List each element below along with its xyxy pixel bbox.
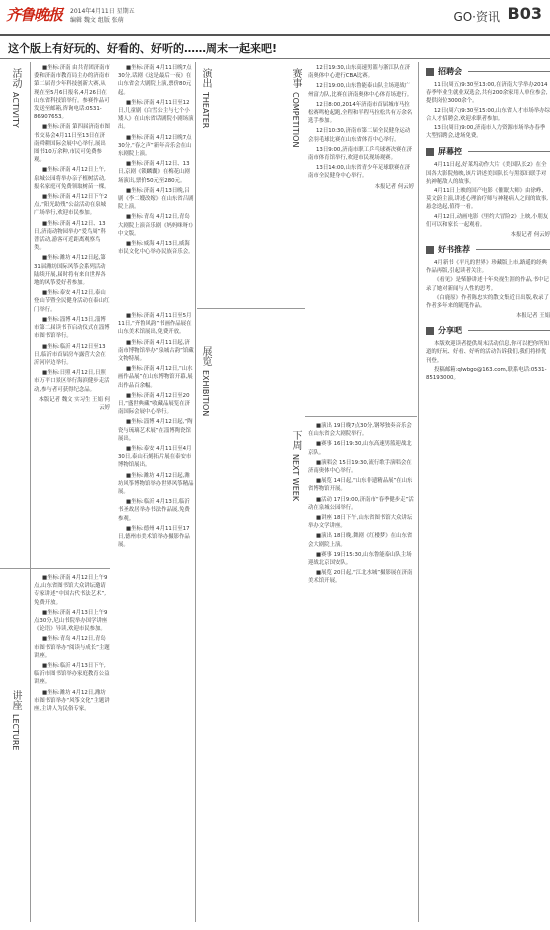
film-signature: 本报记者 何云婷 <box>510 232 550 239</box>
right-panel <box>426 60 550 930</box>
lecture-column <box>34 574 110 924</box>
article-item <box>308 440 414 456</box>
article-item <box>34 343 110 368</box>
article-item <box>118 365 194 390</box>
article-text: ■活动 17日9:00,济南市“春季健步走”活动在泉城公园举行。 <box>308 496 414 511</box>
heading-rule <box>468 330 550 331</box>
section-title: GO·资讯 <box>453 10 500 24</box>
article-item <box>118 525 194 550</box>
section-divider <box>0 568 110 569</box>
article-item <box>308 514 414 530</box>
nextweek-column <box>308 422 414 924</box>
article-item <box>34 316 110 341</box>
article-text: ■坐标:济南 由共青团济南市委和济南市教育局主办的济南市第二届青少年科技创新大赛,从现在至5月6日报名,4月26日在山东省科技馆举行。参赛作品可发送至邮箱,咨询电话:0531-86907653。 <box>34 65 110 121</box>
article-item <box>118 160 194 185</box>
article-text: ■赛事 16日19:30,山东高速男篮迎战北京队。 <box>308 441 412 456</box>
book-signature: 本报记者 王娟 <box>515 313 550 320</box>
article-item <box>34 123 110 164</box>
article-item <box>34 193 110 218</box>
banner-rule <box>0 58 550 59</box>
share-text <box>426 340 550 382</box>
article-item <box>34 254 110 287</box>
article-item <box>308 496 414 512</box>
label-lecture-cn: 讲座 <box>10 690 21 710</box>
article-item <box>118 498 194 523</box>
article-item <box>118 64 194 97</box>
article-text: ■坐标:济南 4月12日、13日,济南动物园举办“爱鸟周”科普活动,游客可近距离观察鸟类。 <box>34 220 106 252</box>
article-text: ■坐标:济南 第四届济南市图书交易会4月11日至13日在济南舜耕国际会展中心举行,展出图书10万余种,市民可免费参观。 <box>34 124 110 164</box>
label-competition-en: COMPETITION <box>291 92 300 148</box>
article-item <box>308 101 414 126</box>
label-activity-en: ACTIVITY <box>11 92 20 128</box>
article-text: ■坐标:济南 4月11日至12日,儿童剧《白雪公主与七个小矮人》在山东省话剧院小剧场演出。 <box>118 99 194 131</box>
article-text: ■坐标:济南 4月11日晚7点30分,话剧《这是最后一夜》在山东省会大剧院上演,票价80元起。 <box>118 65 192 96</box>
panel-paragraph: 本版欢迎读者提供周末活动信息,你可以把你所知道的好玩、好看、好听的活动告诉我们,我们将择优刊登。 <box>426 341 549 364</box>
panel-paragraph: 12日(周六)9:30至15:00,山东省人才市场举办综合人才招聘会,欢迎求职者参加。 <box>426 107 550 122</box>
article-text: 13日9:00,济南市职工乒乓球赛决赛在济南市体育馆举行,欢迎市民现场观赛。 <box>308 146 413 162</box>
article-text: 13日14:00,山东省青少年足球联赛在济南市全民健身中心举行。 <box>308 165 411 180</box>
article-text: ■赛事 19日15:30,山东鲁能泰山队主场迎战北京国安队。 <box>308 551 412 567</box>
page-banner: 这个版上有好玩的、好看的、好听的……周末一起来吧! <box>8 42 278 55</box>
article-text: ■坐标:临沂 4月12日至13日,临沂市首届房车露营大会在沂河岸边举行。 <box>34 343 106 366</box>
article-text: ■坐标:淄博 4月13日,淄博市第二届读书节启动仪式在淄博市图书馆举行。 <box>34 316 110 340</box>
article-text: ■坐标:青岛 4月12日,青岛市图书馆举办“阅读与成长”主题讲座。 <box>34 636 110 659</box>
label-nextweek-cn: 下周 <box>290 430 301 450</box>
article-item <box>118 472 194 497</box>
panel-paragraph: 13日(周日)9:00,济南市人力资源市场举办春季大型招聘会,进场免费。 <box>426 125 546 140</box>
article-text: ■坐标:济南 4月12日上午9点,山东省图书馆大众讲坛邀请专家讲述“中国古代书法艺术”,免费开放。 <box>34 575 108 606</box>
article-item <box>308 459 414 475</box>
article-text: ■展览 20日起,“江北水城”摄影展在济南美术馆开展。 <box>308 570 413 585</box>
recruit-text <box>426 81 550 140</box>
label-nextweek <box>286 430 304 501</box>
label-exhibition <box>196 346 214 416</box>
article-text: ■坐标:泰安 4月11日至4月30日,泰山石刻拓片展在泰安市博物馆展出。 <box>118 446 192 469</box>
article-item <box>34 662 110 687</box>
article-text: ■坐标:济南 4月12日晚7点30分,“春之声”新年音乐会在山东剧院上演。 <box>118 134 192 158</box>
article-text: ■演出 18日晚,舞剧《红楼梦》在山东省会大剧院上演。 <box>308 533 413 548</box>
book-heading <box>426 244 550 255</box>
article-item <box>308 422 414 438</box>
article-item <box>118 134 194 159</box>
page-number: B03 <box>507 4 542 23</box>
label-nextweek-en: NEXT WEEK <box>291 454 300 502</box>
masthead-editors: 编辑 魏文 组版 张萌 <box>70 17 124 24</box>
recruit-heading <box>426 66 550 77</box>
article-item <box>308 477 414 493</box>
article-item <box>308 146 414 162</box>
label-exhibition-en: EXHIBITION <box>201 370 210 417</box>
article-text: ■坐标:潍坊 4月12日,潍坊市图书馆举办“风筝文化”主题讲座,主讲人为民俗专家。 <box>34 689 110 713</box>
heading-marker <box>426 327 434 335</box>
article-text: ■坐标:日照 4月12日,日照市万平口景区举行海滨健步走活动,参与者可获得纪念品。 <box>34 370 110 393</box>
column-divider <box>195 62 196 922</box>
article-item <box>308 64 414 80</box>
column-divider <box>418 62 419 922</box>
article-item <box>118 339 194 364</box>
article-text: ■坐标:济南 4月13日晚,吕剧《李二嫂改嫁》在山东省吕剧院上演。 <box>118 187 194 211</box>
heading-rule <box>468 151 550 152</box>
article-item <box>118 445 194 470</box>
label-theater-en: THEATER <box>201 92 210 129</box>
panel-paragraph: 《看见》是柴静讲述十年央视生涯的作品,书中记录了她对新闻与人性的思考。 <box>426 277 549 292</box>
share-heading <box>426 325 550 336</box>
heading-marker <box>426 68 434 76</box>
article-text: ■坐标:济南 4月11日起,济南市博物馆举办“泉城古韵”馆藏文物特展。 <box>118 339 194 363</box>
label-theater-cn: 演出 <box>200 68 211 88</box>
masthead <box>0 0 550 34</box>
article-text: 12日10:30,济南市第二届全民健身运动会羽毛球比赛在山东省体育中心举行。 <box>308 128 411 143</box>
masthead-date: 2014年4月11日 星期五 <box>70 8 135 15</box>
article-text: ■坐标:济南 4月12日,“山水画作品展”在山东博物馆开幕,展出作品百余幅。 <box>118 366 193 389</box>
newspaper-logo: 齐鲁晚报 <box>6 6 63 24</box>
article-item <box>118 187 194 212</box>
header-rule <box>0 34 550 36</box>
article-text: ■坐标:济南 4月12日上午,泉城公园将举办亲子植树活动,报名家庭可免费领取树苗一棵。 <box>34 167 110 190</box>
article-text: ■坐标:潍坊 4月12日起,潍坊风筝博物馆举办世界风筝精品展。 <box>118 472 194 496</box>
article-item <box>34 220 110 253</box>
article-text: 12日19:30,山东高速男篮与浙江队在济南奥体中心进行CBA比赛。 <box>308 65 411 80</box>
panel-paragraph: 11日(周五)9:30至13:00,在济南大学举办2014春季毕业生就业双选会,共有200余家用人单位参会,提供岗位3000余个。 <box>426 82 548 105</box>
article-text: ■坐标:济南 4月12日、13日,京剧《锁麟囊》在梅花山剧场演出,票价50元至280元。 <box>118 161 190 184</box>
article-item <box>118 213 194 238</box>
article-item <box>34 689 110 714</box>
article-item <box>308 127 414 143</box>
article-item <box>34 574 110 607</box>
recruit-title: 招聘会 <box>438 67 462 76</box>
film-heading <box>426 146 550 157</box>
book-text <box>426 259 550 310</box>
film-text <box>426 161 550 229</box>
article-text: ■讲座 18日下午,山东省图书馆大众讲坛举办文学讲座。 <box>308 515 413 530</box>
article-item <box>308 569 414 585</box>
label-exhibition-cn: 展览 <box>200 346 211 366</box>
article-text: ■坐标:潍坊 4月12日起,第31届潍坊国际风筝会系列活动陆续开展,届时将有来自世界各地的风筝爱好者参加。 <box>34 255 106 287</box>
label-activity-cn: 活动 <box>10 68 21 88</box>
competition-column <box>308 64 414 412</box>
article-text: ■坐标:济南 4月12日至20日,“盛世典藏”收藏品展览在济南国际会展中心举行。 <box>118 392 190 416</box>
exhibition-column <box>118 312 194 924</box>
panel-paragraph: 4月12日,动画电影《里约大冒险2》上映,小朋友们可以和家长一起观看。 <box>426 213 549 228</box>
article-item <box>118 312 194 337</box>
article-text: ■坐标:济南 4月12日下午2点,“阳光助残”公益活动在泉城广场举行,欢迎市民参加。 <box>34 194 108 217</box>
heading-marker <box>426 246 434 254</box>
article-item <box>34 166 110 191</box>
heading-marker <box>426 148 434 156</box>
column-divider <box>30 62 31 922</box>
activity-column <box>34 64 110 564</box>
theater-column <box>118 64 194 304</box>
article-text: 12日8:00,2014年济南市首届城市马拉松赛鸣枪起跑,全程和半程马拉松共有万余名选手参加。 <box>308 101 413 125</box>
article-item <box>118 392 194 417</box>
label-competition <box>286 68 304 147</box>
article-item <box>118 418 194 443</box>
label-theater <box>196 68 214 128</box>
article-item <box>308 82 414 98</box>
article-item <box>34 609 110 634</box>
section-divider <box>305 416 417 417</box>
panel-paragraph: 《白鹿原》作者陈忠实的散文集近日出版,收录了作者多年来的随笔作品。 <box>426 294 549 310</box>
article-item <box>308 164 414 180</box>
article-text: ■坐标:临沂 4月13日,临沂书圣故居举办书法作品展,免费参观。 <box>118 499 190 522</box>
article-text: ■坐标:济南 4月11日至5月11日,“齐鲁风韵”书画作品展在山东美术馆展出,免费开放。 <box>118 313 192 336</box>
label-lecture <box>6 690 24 750</box>
book-title: 好书推荐 <box>438 245 470 255</box>
article-item <box>308 532 414 548</box>
heading-rule <box>468 71 550 72</box>
article-text: ■演出 19日晚7点30分,钢琴独奏音乐会在山东省会大剧院举行。 <box>308 423 412 438</box>
label-activity <box>6 68 24 128</box>
article-text: 12日19:00,山东鲁能泰山队主场迎战广州富力队,比赛在济南奥体中心体育场进行。 <box>308 83 413 98</box>
panel-paragraph: 投稿邮箱:qlwbgo@163.com,联系电话:0531-85193000。 <box>426 366 547 382</box>
article-text: ■坐标:威海 4月13日,威海市民文化中心举办民族音乐会。 <box>118 241 194 256</box>
article-text: ■坐标:临沂 4月13日下午,临沂市图书馆举办家庭教育公益讲座。 <box>34 663 110 686</box>
article-text: ■展览 14日起,“山东非遗精品展”在山东省博物馆开展。 <box>308 478 413 493</box>
section-divider <box>197 308 305 309</box>
article-item <box>34 635 110 660</box>
byline: 本报记者 何云婷 <box>374 183 414 190</box>
article-text: ■坐标:淄博 4月12日起,“陶瓷与琉璃艺术展”在淄博陶瓷馆展出。 <box>118 419 193 442</box>
article-text: ■坐标:德州 4月11日至17日,德州市美术馆举办摄影作品展。 <box>118 525 190 549</box>
article-item <box>34 369 110 394</box>
byline: 本版记者 魏文 实习生 王娟 何云婷 <box>38 396 110 411</box>
article-item <box>118 240 194 256</box>
article-text: ■坐标:泰安 4月12日,泰山登山节暨全民健身活动在泰山红门举行。 <box>34 290 110 313</box>
article-item <box>118 99 194 132</box>
heading-rule <box>476 249 550 250</box>
panel-paragraph: 4月11日起,好莱坞动作大片《美国队长2》在全国各大影院热映,该片讲述美国队长与黑寡妇联手对抗神秘敌人的故事。 <box>426 162 547 185</box>
panel-paragraph: 4月11日上映的国产电影《催眠大师》由徐峥、莫文蔚主演,讲述心理治疗师与神秘病人之间的故事,悬念迭起,值得一看。 <box>426 188 549 211</box>
label-competition-cn: 赛事 <box>290 68 301 88</box>
article-text: ■坐标:济南 4月13日上午9点30分,尼山书院举办国学讲座《论语》导读,欢迎市民参加。 <box>34 609 108 633</box>
article-item <box>34 289 110 314</box>
article-text: ■演唱会 15日19:30,流行歌手演唱会在济南奥体中心举行。 <box>308 459 412 475</box>
film-title: 屏幕控 <box>438 147 462 157</box>
article-item <box>308 551 414 567</box>
article-item <box>34 64 110 121</box>
panel-paragraph: 4月新书《平凡的世界》珍藏版上市,路遥的经典作品再版,引起读者关注。 <box>426 260 547 275</box>
article-text: ■坐标:青岛 4月12日,青岛大剧院上演音乐剧《妈妈咪呀!》中文版。 <box>118 214 193 237</box>
label-lecture-en: LECTURE <box>11 714 20 751</box>
share-title: 分享吧 <box>438 326 462 336</box>
